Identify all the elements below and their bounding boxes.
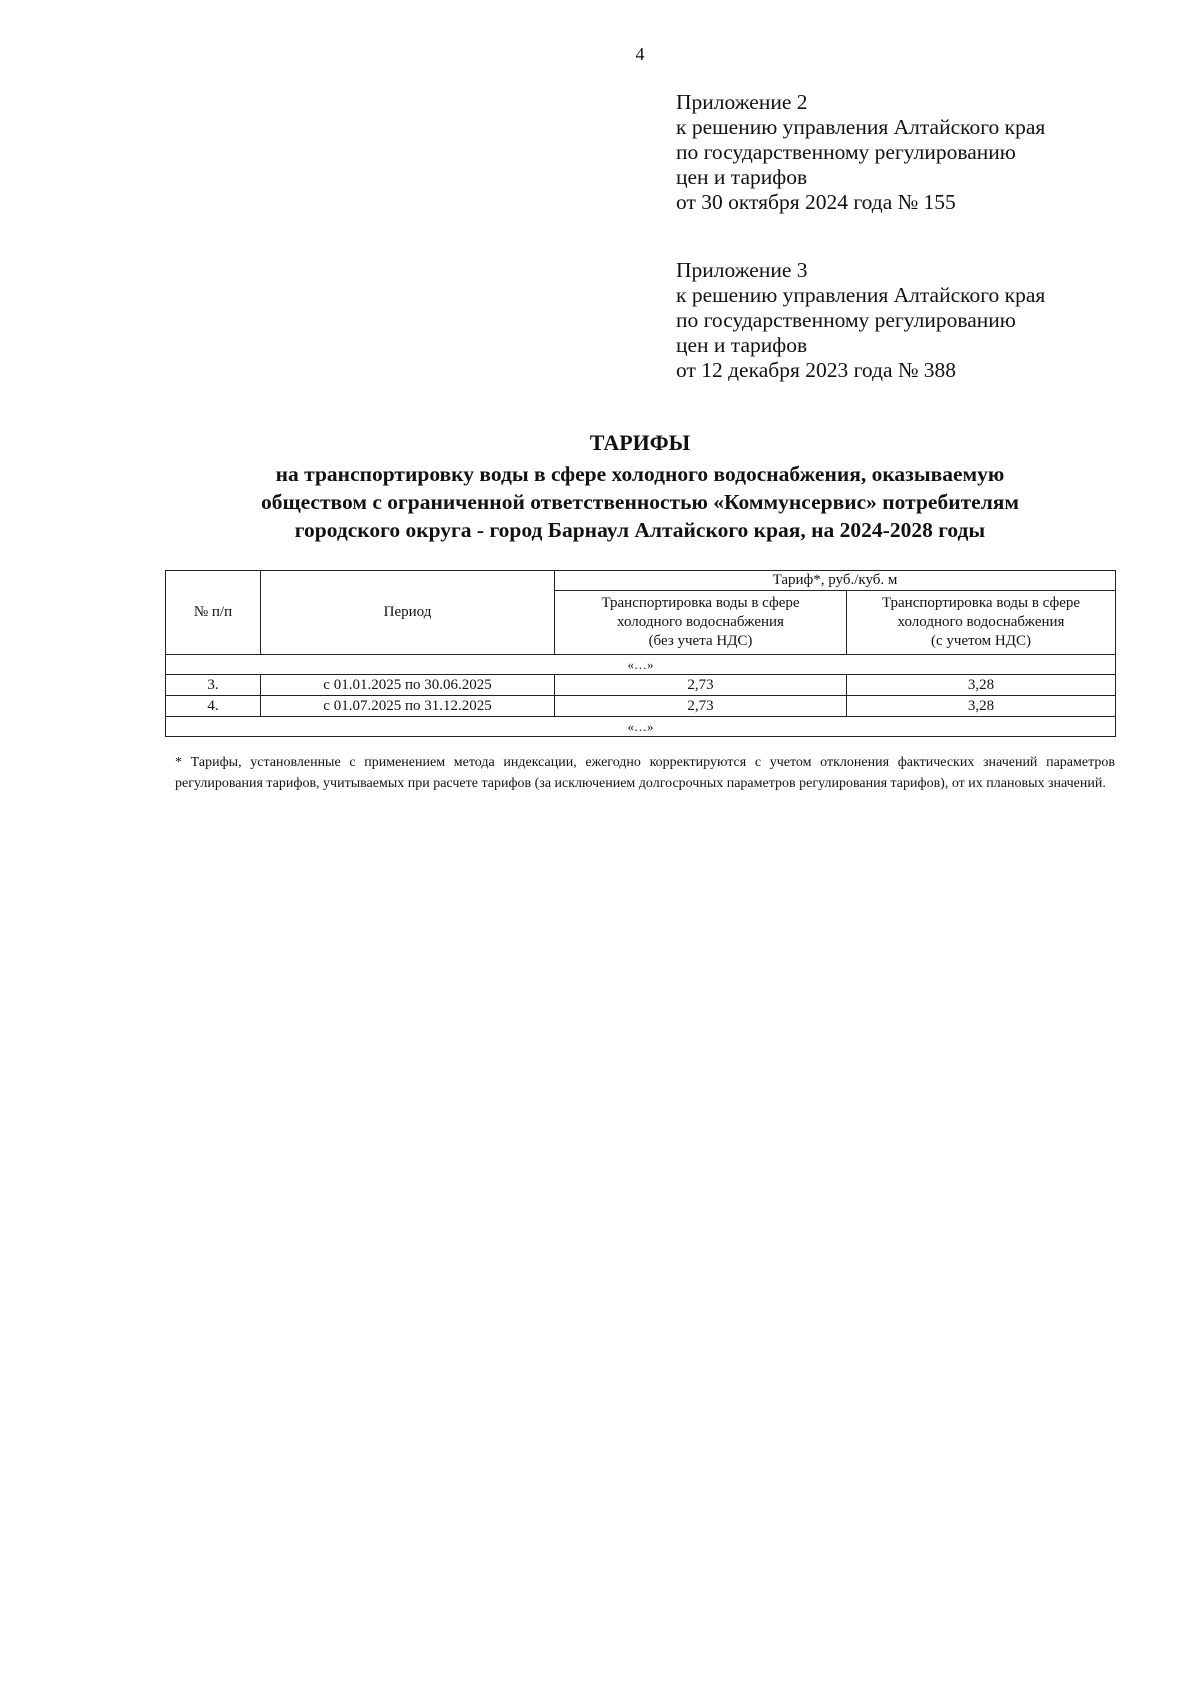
appendix-3-line: от 12 декабря 2023 года № 388	[676, 358, 956, 382]
ellipsis-cell: «…»	[166, 717, 1116, 737]
document-subtitle	[200, 460, 1080, 544]
document-title: ТАРИФЫ	[589, 430, 691, 455]
appendix-2-block	[676, 90, 1176, 215]
row-period: с 01.07.2025 по 31.12.2025	[261, 696, 555, 717]
page-number: 4	[635, 44, 645, 64]
appendix-3-line: Приложение 3	[676, 258, 808, 282]
row-number: 4.	[166, 696, 261, 717]
header-without-vat-line: Транспортировка воды в сфере	[601, 595, 800, 611]
row-without-vat: 2,73	[555, 675, 847, 696]
tariff-table	[165, 570, 1116, 737]
header-with-vat-line: (с учетом НДС)	[931, 633, 1031, 649]
subtitle-line: на транспортировку воды в сфере холодного водоснабжения, оказываемую	[275, 462, 1005, 486]
row-without-vat: 2,73	[555, 696, 847, 717]
appendix-2-line: по государственному регулированию	[676, 140, 1016, 164]
table-row-ellipsis	[166, 655, 1116, 675]
subtitle-line: обществом с ограниченной ответственностью «Коммунсервис» потребителям	[260, 490, 1020, 514]
table-header-row	[166, 571, 1116, 591]
header-number: № п/п	[166, 571, 261, 655]
header-with-vat-line: холодного водоснабжения	[897, 614, 1065, 630]
appendix-3-line: цен и тарифов	[676, 333, 808, 357]
row-number: 3.	[166, 675, 261, 696]
appendix-3-line: по государственному регулированию	[676, 308, 1016, 332]
row-period: с 01.01.2025 по 30.06.2025	[261, 675, 555, 696]
appendix-2-line: Приложение 2	[676, 90, 808, 114]
appendix-2-line: к решению управления Алтайского края	[676, 115, 1046, 139]
ellipsis-cell: «…»	[166, 655, 1116, 675]
subtitle-line: городского округа - город Барнаул Алтайского края, на 2024-2028 годы	[294, 518, 986, 542]
appendix-2-line: цен и тарифов	[676, 165, 808, 189]
row-with-vat: 3,28	[847, 675, 1116, 696]
appendix-2-line: от 30 октября 2024 года № 155	[676, 190, 956, 214]
header-tariff-group: Тариф*, руб./куб. м	[555, 571, 1116, 591]
header-period: Период	[261, 571, 555, 655]
header-with-vat	[847, 591, 1116, 655]
header-without-vat-line: холодного водоснабжения	[617, 614, 784, 630]
header-without-vat-line: (без учета НДС)	[648, 633, 753, 649]
appendix-3-block	[676, 258, 1176, 383]
header-with-vat-line: Транспортировка воды в сфере	[881, 595, 1081, 611]
footnote: * Тарифы, установленные с применением метода индексации, ежегодно корректируются с учетом отклонения фактических значений параметров регулирования тарифов, учитываемых при расчете тарифов (за исключением долгосрочных параметров регулирования тарифов), от их плановых значений.	[175, 755, 1115, 791]
header-without-vat	[555, 591, 847, 655]
row-with-vat: 3,28	[847, 696, 1116, 717]
table-row	[166, 675, 1116, 696]
appendix-3-line: к решению управления Алтайского края	[676, 283, 1046, 307]
table-row-ellipsis	[166, 717, 1116, 737]
table-row	[166, 696, 1116, 717]
